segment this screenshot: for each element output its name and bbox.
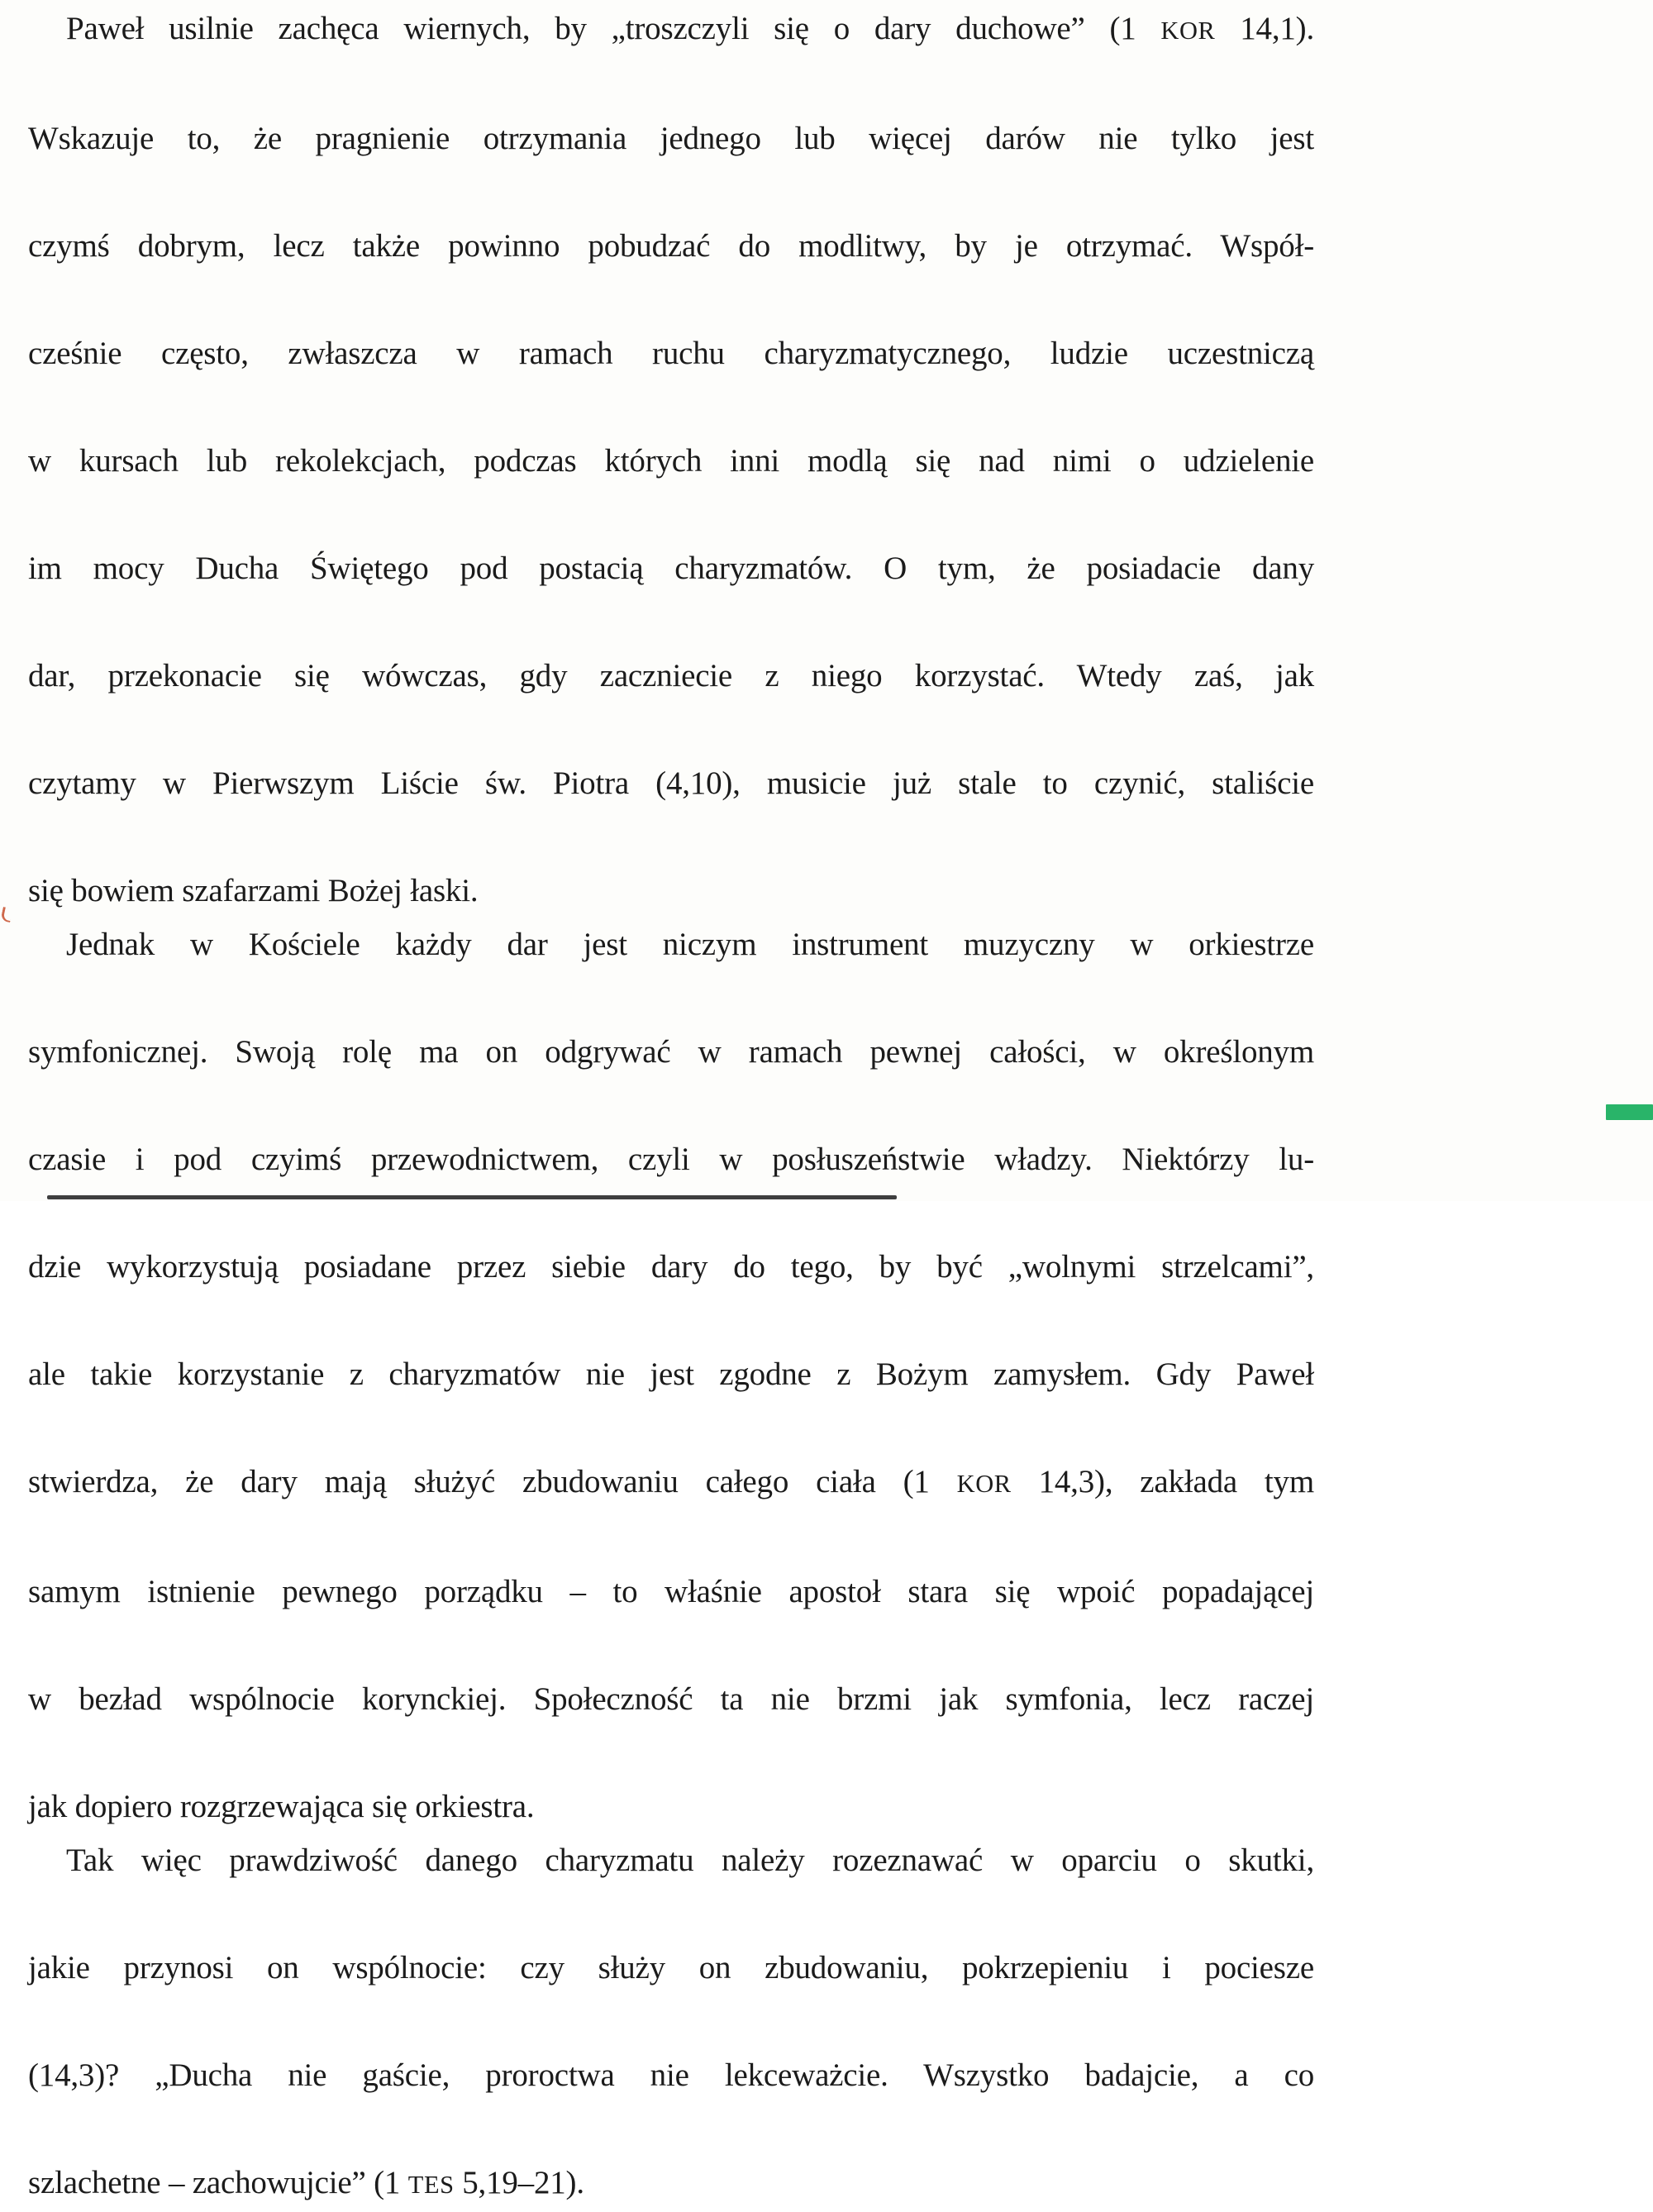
text-line: szlachetne – zachowujcie” (1 TES 5,19–21). [28, 2165, 584, 2200]
red-ink-speck [0, 907, 12, 922]
text-line: ale takie korzystanie z charyzmatów nie jest zgodne z Bożym zamysłem. Gdy Paweł [28, 1356, 1314, 1392]
green-highlight-marker [1606, 1104, 1653, 1120]
text-line: czasie i pod czyimś przewodnictwem, czyli w posłuszeństwie władzy. Niektórzy lu- [28, 1142, 1314, 1177]
text-line: cześnie często, zwłaszcza w ramach ruchu charyzmatycznego, ludzie uczestniczą [28, 336, 1314, 371]
paragraph [28, 2, 1314, 918]
text-line: się bowiem szafarzami Bożej łaski. [28, 873, 479, 908]
paragraph [28, 1833, 1314, 2212]
text-line: (14,3)? „Ducha nie gaście, proroctwa nie lekceważcie. Wszystko badajcie, a co [28, 2057, 1314, 2093]
text-line: im mocy Ducha Świętego pod postacią charyzmatów. O tym, że posiadacie dany [28, 551, 1314, 586]
small-caps-abbreviation: KOR [956, 1470, 1012, 1498]
text-line: dzie wykorzystują posiadane przez siebie dary do tego, by być „wolnymi strzelcami”, [28, 1249, 1314, 1285]
text-line: stwierdza, że dary mają służyć zbudowaniu całego ciała (1 KOR 14,3), zakłada tym [28, 1464, 1314, 1499]
text-line: symfonicznej. Swoją rolę ma on odgrywać w ramach pewnej całości, w określonym [28, 1034, 1314, 1070]
paragraph [28, 918, 1314, 1833]
text-line: jakie przynosi on wspólnocie: czy służy on zbudowaniu, pokrzepieniu i pociesze [28, 1950, 1314, 1986]
text-block [28, 2, 1314, 2212]
text-line: w kursach lub rekolekcjach, podczas których inni modlą się nad nimi o udzielenie [28, 443, 1314, 479]
text-line: Tak więc prawdziwość danego charyzmatu należy rozeznawać w oparciu o skutki, [66, 1843, 1314, 1878]
text-line: czymś dobrym, lecz także powinno pobudzać do modlitwy, by je otrzymać. Współ- [28, 228, 1314, 264]
scan-artifact-line [47, 1195, 897, 1199]
text-line: Paweł usilnie zachęca wiernych, by „troszczyli się o dary duchowe” (1 KOR 14,1). [66, 11, 1315, 46]
text-line: jak dopiero rozgrzewająca się orkiestra. [28, 1789, 535, 1824]
small-caps-abbreviation: TES [407, 2171, 455, 2199]
text-line: Wskazuje to, że pragnienie otrzymania jednego lub więcej darów nie tylko jest [28, 121, 1314, 156]
text-line: dar, przekonacie się wówczas, gdy zaczniecie z niego korzystać. Wtedy zaś, jak [28, 658, 1314, 694]
text-line: samym istnienie pewnego porządku – to właśnie apostoł stara się wpoić popadającej [28, 1574, 1314, 1609]
text-line: czytamy w Pierwszym Liście św. Piotra (4,10), musicie już stale to czynić, staliście [28, 765, 1314, 801]
small-caps-abbreviation: KOR [1160, 17, 1216, 45]
text-line: w bezład wspólnocie korynckiej. Społeczność ta nie brzmi jak symfonia, lecz raczej [28, 1681, 1314, 1717]
text-line: Jednak w Kościele każdy dar jest niczym instrument muzyczny w orkiestrze [66, 927, 1314, 962]
